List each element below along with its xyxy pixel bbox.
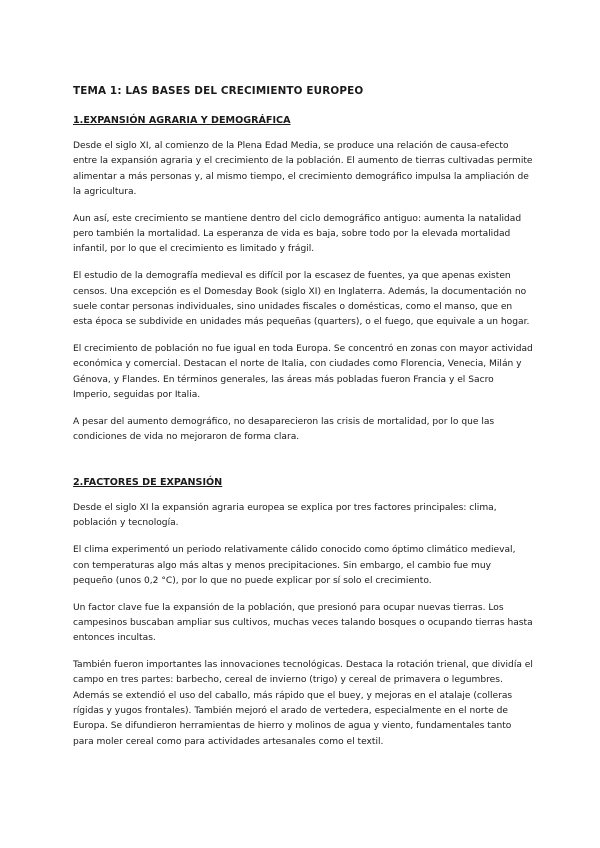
section-expansion-agraria — [73, 114, 533, 445]
paragraph: Desde el siglo XI la expansión agraria europea se explica por tres factores principales: clima, población y tecnología. — [73, 503, 497, 529]
paragraph: Un factor clave fue la expansión de la población, que presionó para ocupar nuevas tierras. Los campesinos buscaban ampliar sus cultivos, muchas veces talando bosques o ocupando tierras hasta entonces incultas. — [73, 602, 533, 644]
section-heading: 1.EXPANSIÓN AGRARIA Y DEMOGRÁFICA — [73, 115, 291, 126]
paragraph: El estudio de la demografía medieval es difícil por la escasez de fuentes, ya que apenas existen censos. Una excepción es el Domesday Book (siglo XI) en Inglaterra. Además, la documentación no suele contar personas individuales, sino unidades fiscales o domésticas, como el manso, que en esta época se subdivide en unidades más pequeñas (quarters), o el fuego, que equivale a un hogar. — [73, 271, 530, 328]
section-factores-expansion — [73, 476, 533, 750]
paragraph: A pesar del aumento demográfico, no desaparecieron las crisis de mortalidad, por lo que las condiciones de vida no mejoraron de forma clara. — [73, 416, 495, 443]
document-page — [73, 84, 533, 762]
paragraph: El clima experimentó un periodo relativamente cálido conocido como óptimo climático medieval, con temperaturas algo más altas y menos precipitaciones. Sin embargo, el cambio fue muy pequeño (unos 0,2 °C), por lo que no puede explicar por sí solo el crecimiento. — [73, 545, 516, 586]
section-spacer — [73, 457, 533, 476]
paragraph: Aun así, este crecimiento se mantiene dentro del ciclo demográfico antiguo: aumenta la natalidad pero también la mortalidad. La esperanza de vida es baja, sobre todo por la elevada mortalidad infantil, por lo que el crecimiento es limitado y frágil. — [73, 213, 522, 255]
section-heading: 2.FACTORES DE EXPANSIÓN — [73, 477, 223, 489]
document-title: TEMA 1: LAS BASES DEL CRECIMIENTO EUROPEO — [73, 85, 364, 97]
paragraph: Desde el siglo XI, al comienzo de la Plena Edad Media, se produce una relación de causa-efecto entre la expansión agraria y el crecimiento de la población. El aumento de tierras cultivadas permite alimentar a más personas y, al mismo tiempo, el crecimiento demográfico impulsa la ampliación de la agricultura. — [73, 141, 533, 197]
paragraph: El crecimiento de población no fue igual en toda Europa. Se concentró en zonas con mayor actividad económica y comercial. Destacan el norte de Italia, con ciudades como Florencia, Venecia, Milán y Génova, y Flandes. En términos generales, las áreas más pobladas fueron Francia y el Sacro Imperio, seguidas por Italia. — [73, 344, 533, 400]
paragraph: También fueron importantes las innovaciones tecnológicas. Destaca la rotación trienal, que dividía el campo en tres partes: barbecho, cereal de invierno (trigo) y cereal de primavera o legumbres. Además se extendió el uso del caballo, más rápido que el buey, y mejoras en el atalaje (colleras rígidas y yugos frontales). También mejoró el arado de vertedera, especialmente en el norte de Europa. Se difundieron herramientas de hierro y molinos de agua y viento, fundamentales tanto para moler cereal como para actividades artesanales como el textil. — [73, 660, 533, 747]
